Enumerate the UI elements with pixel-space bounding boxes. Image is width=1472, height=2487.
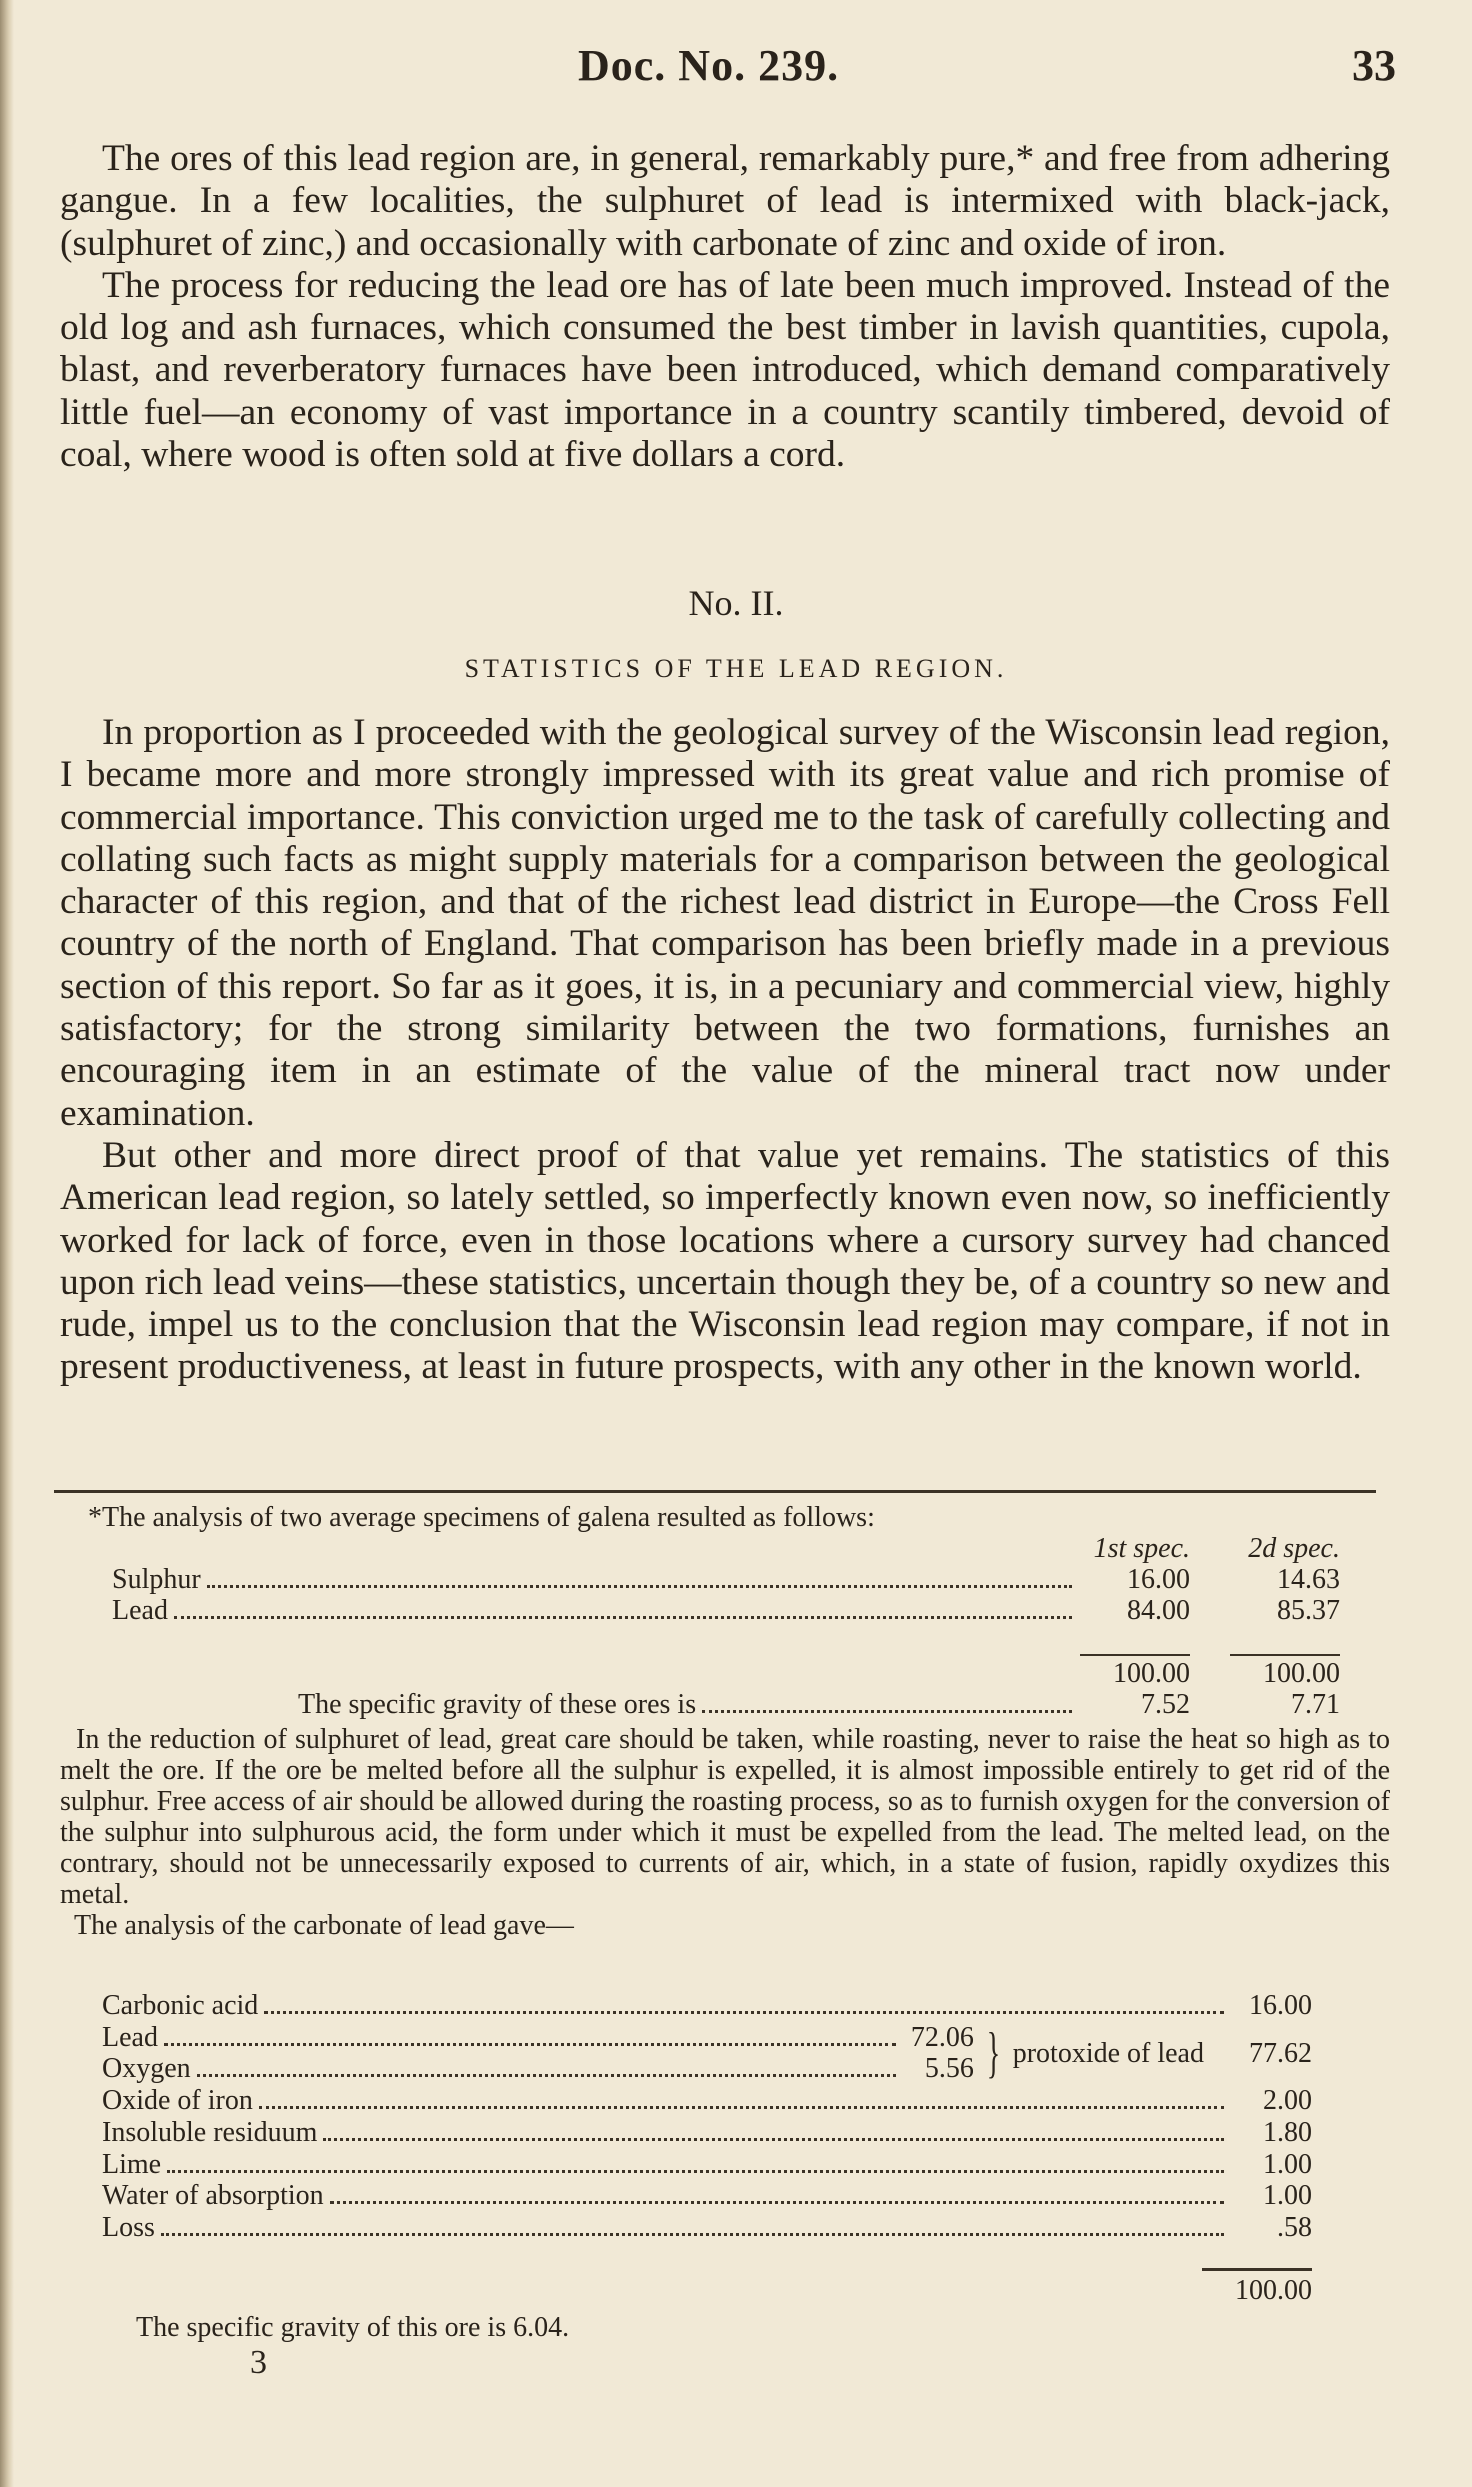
carbonate-intro: The analysis of the carbonate of lead gave— [74, 1910, 574, 1941]
carbonate-total-row [102, 2268, 1312, 2307]
carbonate-row [102, 2212, 1312, 2244]
brace-label: Lead [102, 2021, 158, 2053]
dot-leader [702, 1710, 1072, 1713]
dot-leader [197, 2074, 896, 2077]
footnote-rule [54, 1490, 1376, 1493]
paragraph-ores: The ores of this lead region are, in general, remarkably pure,* and free from adhering gangue. In a few localities, the sulphuret of lead is intermixed with black-jack, (sulphuret of zinc,) and occasionally with carbonate of zinc and oxide of iron. [60, 138, 1390, 264]
reduction-text: In the reduction of sulphuret of lead, great care should be taken, while roasting, never to raise the heat so high as to melt the ore. If the ore be melted before all the sulphur is expelled, it is almost impossible entirely to get rid of the sulphur. Free access of air should be allowed during the roasting process, so as to furnish oxygen for the conversion of the sulphur into sulphurous acid, the form under which it must be expelled from the lead. The melted lead, on the contrary, should not be unnecessarily exposed to currents of air, which, in a state of fusion, rapidly oxydizes this metal. [60, 1724, 1390, 1910]
carbonate-value: .58 [1277, 2211, 1312, 2243]
carbonate-row [102, 2149, 1312, 2181]
carbonate-value: 1.80 [1263, 2116, 1312, 2148]
galena-value-1: 84.00 [1127, 1595, 1190, 1626]
carbonate-total: 100.00 [1202, 2268, 1312, 2307]
carbonate-value: 1.00 [1263, 2148, 1312, 2180]
brace-row-oxygen [102, 2053, 974, 2085]
col-header-2d: 2d spec. [1248, 1533, 1340, 1564]
footnote-column-headers [60, 1533, 1390, 1564]
dot-leader [167, 2170, 1224, 2173]
paragraph-direct-proof: But other and more direct proof of that value yet remains. The statistics of this American lead region, so lately settled, so imperfectly known even now, so inefficiently worked for lack of force, even in those locations where a cursory survey had chanced upon rich lead veins—these statistics, uncertain though they be, of a country so new and rude, impel us to the conclusion that the Wisconsin lead region may compare, if not in present productiveness, at least in future prospects, with any other in the known world. [60, 1134, 1390, 1388]
galena-total-2-value: 100.00 [1230, 1654, 1340, 1689]
carbonate-value: 16.00 [1249, 1990, 1312, 2021]
carbonate-label: Loss [102, 2211, 155, 2243]
dot-leader [207, 1585, 1072, 1588]
footnote-galena [60, 1502, 1390, 1941]
galena-gravity-1: 7.52 [1141, 1689, 1190, 1720]
carbonate-label: Carbonic acid [102, 1990, 259, 2021]
final-gravity: The specific gravity of this ore is 6.04. [136, 2312, 570, 2343]
galena-gravity-row [60, 1689, 1390, 1720]
carbonate-row [102, 2085, 1312, 2117]
galena-total-1: 100.00 [1080, 1654, 1190, 1689]
brace-value: 5.56 [924, 2053, 974, 2085]
carbonate-label: Oxide of iron [102, 2085, 253, 2117]
galena-totals [60, 1654, 1390, 1689]
galena-gravity-label: The specific gravity of these ores is [298, 1689, 697, 1720]
dot-leader [323, 2138, 1224, 2141]
dot-leader [264, 2011, 1224, 2014]
galena-value-2: 14.63 [1277, 1564, 1340, 1595]
galena-row-lead [60, 1595, 1390, 1626]
section-title: STATISTICS OF THE LEAD REGION. [464, 654, 1008, 683]
main-paragraphs [60, 712, 1390, 1389]
galena-value-2: 85.37 [1277, 1595, 1340, 1626]
dot-leader [174, 1616, 1072, 1619]
section-number: No. II. [688, 583, 784, 623]
galena-value-1: 16.00 [1127, 1564, 1190, 1595]
brace-total: 77.62 [1249, 2037, 1312, 2069]
carbonate-label: Water of absorption [102, 2180, 324, 2212]
galena-total-2 [1190, 1654, 1340, 1689]
galena-label: Lead [112, 1595, 168, 1626]
brace-text: protoxide of lead [1012, 2037, 1204, 2069]
doc-title: Doc. No. 239. [578, 41, 840, 90]
dot-leader [259, 2106, 1224, 2109]
brace-label: Oxygen [102, 2053, 191, 2085]
galena-label: Sulphur [112, 1564, 201, 1595]
paragraph-proportion: In proportion as I proceeded with the geological survey of the Wisconsin lead region, I became more and more strongly impressed with its great value and rich promise of commercial importance. This conviction urged me to the task of carefully collecting and collating such facts as might supply materials for a comparison between the geological character of this region, and that of the richest lead district in Europe—the Cross Fell country of the north of England. That comparison has been briefly made in a previous section of this report. So far as it goes, it is, in a pecuniary and commercial view, highly satisfactory; for the strong similarity between the two formations, furnishes an encouraging item in an estimate of the value of the mineral tract now under examination. [60, 712, 1390, 1134]
brace-value: 72.06 [910, 2021, 974, 2053]
col-header-1st: 1st spec. [1093, 1533, 1190, 1564]
galena-row-sulphur [60, 1564, 1390, 1595]
dot-leader [161, 2233, 1224, 2236]
paragraph-process: The process for reducing the lead ore has of late been much improved. Instead of the old log and ash furnaces, which consumed the best timber in lavish quantities, cupola, blast, and reverberatory furnaces have been introduced, which demand comparatively little fuel—an economy of vast importance in a country scantily timbered, devoid of coal, where wood is often sold at five dollars a cord. [60, 264, 1390, 476]
brace-row-lead [102, 2022, 974, 2054]
carbonate-value: 2.00 [1263, 2085, 1312, 2117]
carbonate-row [102, 1990, 1312, 2022]
carbonate-row [102, 2180, 1312, 2212]
curly-brace-icon: } [986, 2022, 1000, 2085]
galena-gravity-2: 7.71 [1291, 1689, 1340, 1720]
dot-leader [164, 2043, 896, 2046]
running-head [0, 40, 1472, 100]
carbonate-table [102, 1990, 1312, 2306]
dot-leader [330, 2201, 1224, 2204]
carbonate-value: 1.00 [1263, 2180, 1312, 2212]
signature-mark: 3 [250, 2344, 267, 2381]
brace-group [102, 2022, 1312, 2085]
top-paragraphs [60, 138, 1390, 476]
carbonate-label: Lime [102, 2148, 162, 2180]
carbonate-row [102, 2117, 1312, 2149]
carbonate-label: Insoluble residuum [102, 2116, 318, 2148]
footnote-intro: *The analysis of two average specimens of galena resulted as follows: [88, 1502, 875, 1533]
page-binding-edge [0, 0, 14, 2487]
page-number: 33 [1352, 41, 1396, 90]
brace-labels [102, 2022, 974, 2085]
